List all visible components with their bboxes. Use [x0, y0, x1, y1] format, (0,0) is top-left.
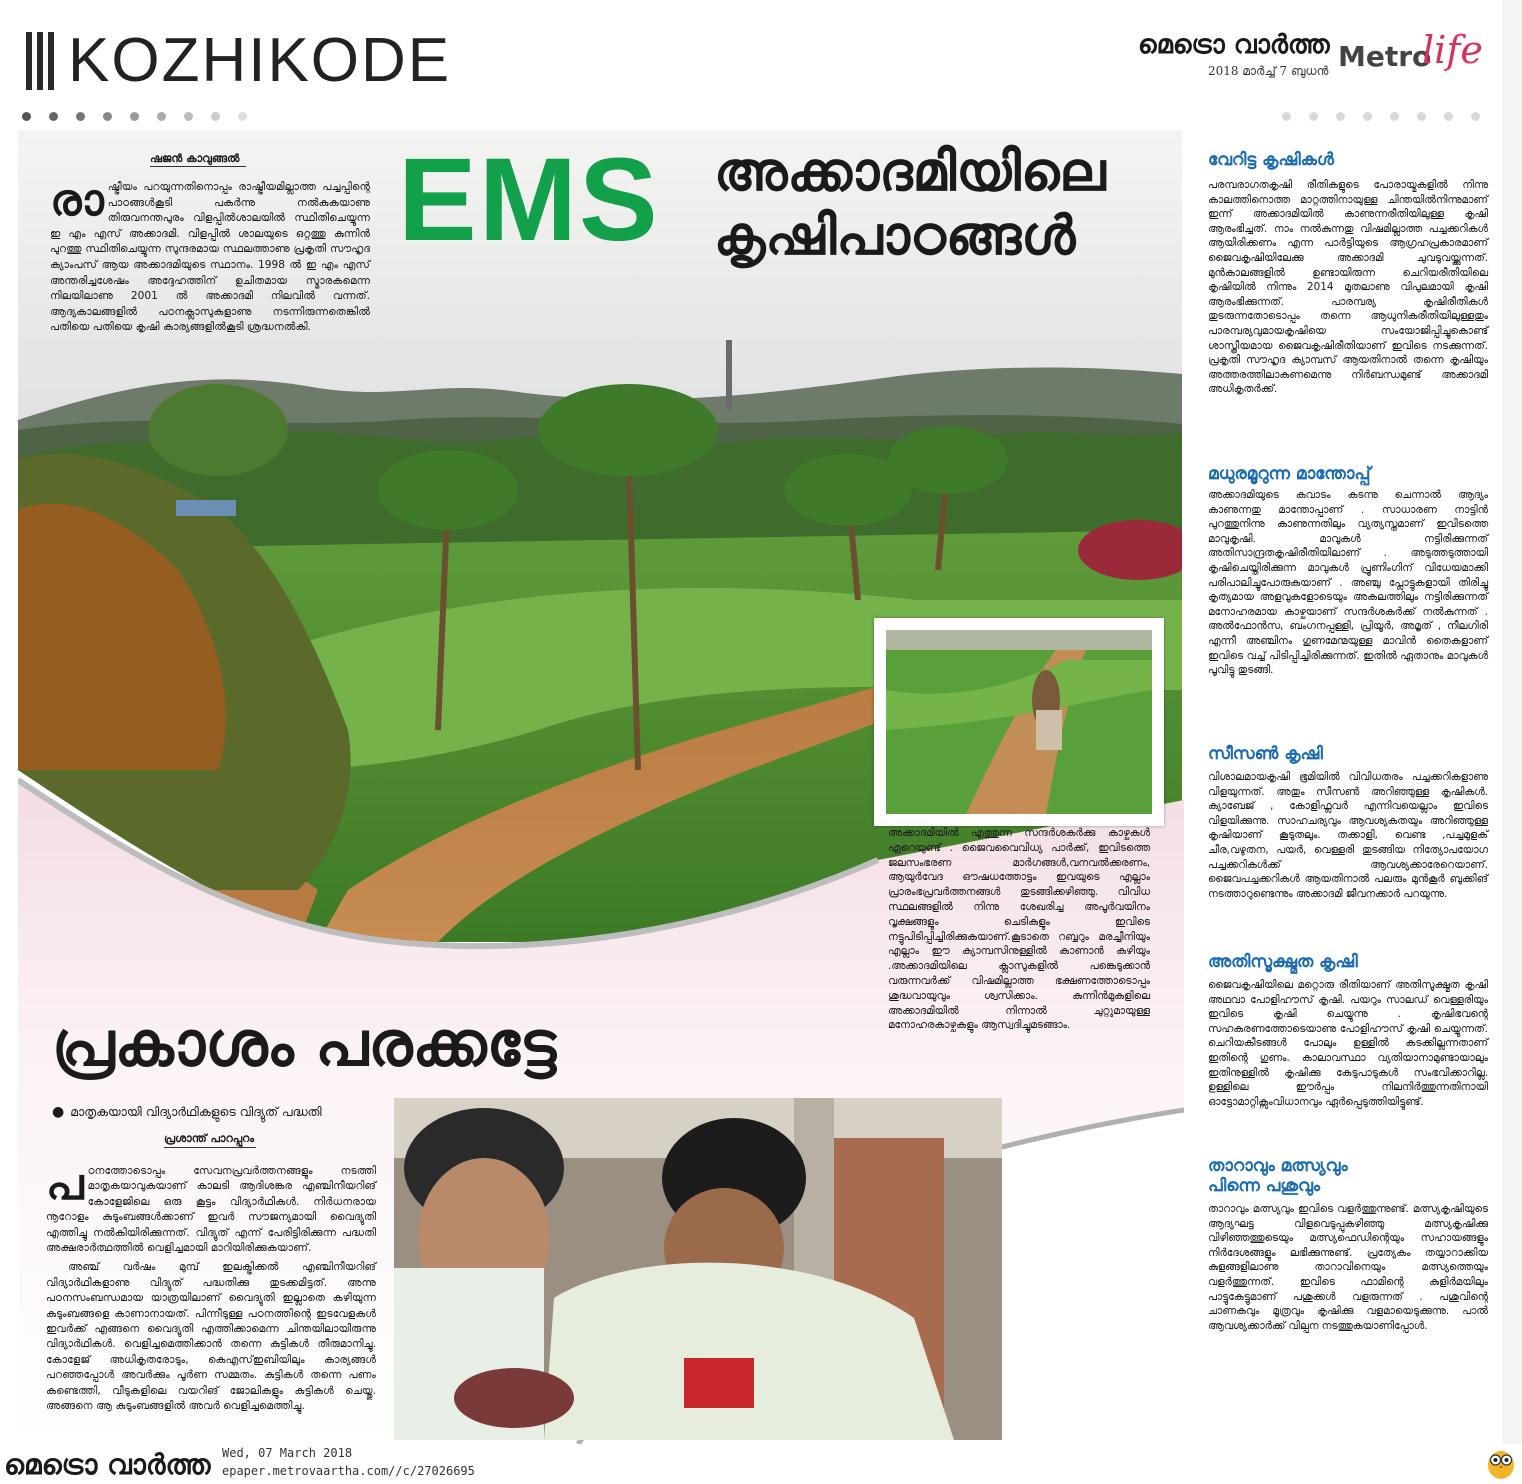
inset-text: അക്കാദമിയിൽ എത്തുന്ന സന്ദർശകർക്കു കാഴ്ചകൾ ഏറെയുണ്ട് . ജൈവവൈവിധ്യ പാർക്ക്, ഇവിടത്തെ ജലസംഭരണ മാർഗങ്ങൾ,വനവൽക്കരണം, ആയുർവേദ ഔഷധത്തോട്ടം ഇവയുടെ എല്ലാം പ്രാരംഭപ്രവർത്തനങ്ങൾ തുടങ്ങിക്കഴിഞ്ഞു. വിവിധ സ്ഥലങ്ങളിൽ നിന്നു ശേഖരിച്ച അപൂർവയിനം വൃക്ഷങ്ങളും ചെടികളും ഇവിടെ നട്ടുപിടിപ്പിച്ചിരിക്കുകയാണ്.കൂടാതെ റബ്ബറും മരച്ചീനിയും എല്ലാം ഈ ക്യാമ്പസിനുള്ളിൽ കാണാൻ കഴിയും .അക്കാദമിയിലെ ക്ലാസുകളിൽ പങ്കെടുക്കാൻ വരുന്നവർക്ക് വിഷമില്ലാത്ത ഭക്ഷണത്തോടൊപ്പം ശുദ്ധവായുവും ശ്വസിക്കാം. കുന്നിൻമുകളിലെ അക്കാദമിയിൽ നിന്നാൽ ചുറ്റുമായുള്ള മനോഹരകാഴ്ചകളും ആസ്വദിച്ചുമടങ്ങാം.: [888, 827, 1150, 1032]
brand-metro: Metro: [1338, 40, 1432, 73]
heading-season: സീസൺ കൃഷി: [1208, 744, 1323, 764]
byline-rule-2: [164, 1147, 256, 1148]
text-verittakrishikal: പരമ്പരാഗതകൃഷി രീതികളുടെ പോരായ്മകളിൽ നിന്നു കാലത്തിനൊത്ത മാറ്റത്തിനായുള്ള ചിന്തയിൽനിന്നുമാണ് ഇന്ന് അക്കാദമിയിൽ കാണുന്നരീതിയിലുള്ള കൃഷി ആരംഭിച്ചത്. നാം നൽകുന്നതു വിഷമില്ലാത്ത പച്ചക്കറികൾ ആയിരിക്കണം എന്ന പാർട്ടിയുടെ ആഗ്രഹപ്രകാരമാണ് ജൈവകൃഷിയിലേക്കു അക്കാദമി ചുവടുവയ്ക്കുന്നത്. മുൻകാലങ്ങളിൽ ഉണ്ടായിരുന്ന ചെറിയരീതിയിലെ കൃഷിയിൽ നിന്നും 2014 മുതലാണു വിപുലമായി കൃഷി ആരംഭിക്കുന്നത്. പാരമ്പര്യ കൃഷിരീതികൾ തുടരുന്നതോടൊപ്പം തന്നെ ആധുനികരീതിയിലുള്ളതും പാരമ്പര്യവുമായകൃഷിയെ സംയോജിപ്പിച്ചുകൊണ്ട് ശാസ്ത്രീയമായ ജൈവകൃഷിരീതിയാണ് ഇവിടെ നടക്കുന്നത്. പ്രകൃതി സൗഹൃദ ക്യാമ്പസ് ആയതിനാൽ തന്നെ കൃഷിയും അത്തരത്തിലാകണമെന്നു നിർബന്ധമുണ്ട് അക്കാദമി അധികൃതർക്ക്.: [1208, 179, 1488, 396]
heading-tharavu: താറാവും മത്സ്യവും പിന്നെ പശുവും: [1208, 1156, 1348, 1196]
owl-icon[interactable]: [1486, 1446, 1516, 1480]
text-tharavu: താറാവും മത്സ്യവും ഇവിടെ വളർത്തുന്നുണ്ട്. മത്സ്യകൃഷിയുടെ ആദ്യഘട്ട വിളവെടുപ്പുകഴിഞ്ഞു മത്സ്യകൃഷിക്കു വിഴിഞ്ഞത്തുടെയും മത്സ്യഫെഡിന്റെയും സഹായങ്ങളും നിർദേശങ്ങളും ലഭിക്കുന്നുണ്ട്. പ്രത്യേകം തയ്യാറാക്കിയ കുളങ്ങളിലാണു താറാവിനെയും മത്സ്യത്തെയും വളർത്തുന്നത്. ഇവിടെ ഫാമിന്റെ കുളിർമയിലും പാട്ടുകേട്ടുമാണ് പശുക്കൾ വളരുന്നത് . പശുവിന്റെ ചാണകവും മൂത്രവും കൃഷിക്കു വളമായെടുക്കുന്നു. പാൽ ആവശ്യക്കാർക്ക് വില്പന നടത്തുകയാണിപ്പോൾ.: [1208, 1203, 1488, 1332]
header-dots-right: [1282, 106, 1498, 125]
headline: അക്കാദമിയിലെ കൃഷിപാഠങ്ങൾ: [714, 140, 1106, 267]
byline-2: പ്രശാന്ത് പാറപ്പുറം: [164, 1132, 255, 1145]
headline-ems: EMS: [398, 134, 660, 266]
headline-prakasham: പ്രകാശം പരക്കട്ടേ: [52, 1007, 557, 1080]
heading-manthopp: മധുരമൂറുന്ന മാന്തോപ്പ്: [1208, 464, 1371, 484]
footer-masthead: മെട്രൊ വാർത്ത: [4, 1448, 211, 1481]
section-title: KOZHIKODE: [68, 26, 452, 95]
byline: ഷജൻ കാവുങ്ങൽ: [150, 152, 240, 165]
publication-date: 2018 മാർച്ച് 7 ബുധൻ: [1208, 64, 1329, 78]
article2-body: പഠനത്തോടൊപ്പം സേവനപ്രവർത്തനങ്ങളും നടത്തി മാതൃകയാവുകയാണ് കാലടി ആദിശങ്കര എഞ്ചിനീയറിങ് കോളേജിലെ ഒരു കൂട്ടം വിദ്യാർഥികൾ. നിർധനരായ നൂറോളം കുടുംബങ്ങൾക്കാണ് ഇവർ സൗജന്യമായി വൈദ്യുതി എത്തിച്ചു നൽകിയിരിക്കുന്നത്. വിദ്യുത് എന്ന് പേരിട്ടിരിക്കുന്ന പദ്ധതി അക്ഷരാർത്ഥത്തിൽ വെളിച്ചമായി മാറിയിരിക്കുകയാണ്. അഞ്ച് വർഷം മുമ്പ് ഇലക്ട്രിക്കൽ എഞ്ചിനീയറിങ് വിദ്യാർഥികളാണു വിദ്യുത് പദ്ധതിക്കു തുടക്കമിട്ടത്. അന്നു പഠനസംബന്ധമായ യാത്രയിലാണ് വൈദ്യുതി ഇല്ലാതെ കഴിയുന്ന കുടുംബങ്ങളെ കാണാനായത്. പിന്നീടുള്ള പഠനത്തിന്റെ ഇടവേളകൾ ഇവർക്ക് എങ്ങനെ വൈദ്യുതി എത്തിക്കാമെന്ന ചിന്തയിലായിരുന്നു വിദ്യാർഥികൾ. വെളിച്ചമെത്തിക്കാൻ തന്നെ കുട്ടികൾ തീരുമാനിച്ചു. കോളേജ് അധികൃതരോടും, കെഎസ്ഇബിയിലും കാര്യങ്ങൾ പറഞ്ഞപ്പോൾ അവർക്കും പൂർണ സമ്മതം. കുട്ടികൾ തന്നെ പണം കണ്ടെത്തി, വീടുകളിലെ വയറിങ് ജോലികളും കുട്ടികൾ ചെയ്തു. അങ്ങനെ ആ കുടുംബങ്ങളിൽ അവർ വെളിച്ചമെത്തിച്ചു.: [46, 1159, 376, 1413]
byline-rule: [150, 166, 246, 167]
text-season: വിശാലമായകൃഷി ഭൂമിയിൽ വിവിധതരം പച്ചക്കറികളാണു വിളയുന്നത്. അതും സീസൺ അറിഞ്ഞുള്ള കൃഷികൾ. ക്യാബേജ് , കോളിഫ്ലവർ എന്നിവയെല്ലാം ഇവിടെ വിളയിക്കുന്നു. സാഹചര്യവും ആവശ്യകതയും അറിഞ്ഞുള്ള കൃഷിയാണ് കൂടുതലും. തക്കാളി, വെണ്ട ,പച്ചമുളക് ചീര,വഴുതന, പയർ, വെള്ളരി തുടങ്ങിയ നിത്യോപയോഗ പച്ചക്കറികൾക്ക് ആവശ്യക്കാരേറെയാണ്. ജൈവപച്ചക്കറികൾ ആയതിനാൽ പലരും മുൻകൂർ ബുക്കിങ് നടത്താറുണ്ടെന്നും അക്കാദമി ജീവനക്കാർ പറയുന്നു.: [1208, 771, 1488, 900]
footer-url[interactable]: epaper.metrovaartha.com//c/27026695: [222, 1464, 475, 1478]
heading-athisookshma: അതിസൂക്ഷ്മത കൃഷി: [1208, 952, 1358, 972]
footer-date: Wed, 07 March 2018: [222, 1446, 353, 1460]
text-manthopp: അക്കാദമിയുടെ കവാടം കടന്നു ചെന്നാൽ ആദ്യം കാണുന്നതു മാന്തോപ്പാണ് . സാധാരണ നാട്ടിൻ പുറത്തുനിന്നു കാണുന്നതിലും വ്യത്യസ്തമാണ് ഇവിടത്തെ മാവുകൃഷി. മാവുകൾ നട്ടിരിക്കുന്നത് അതിസാന്ദ്രതകൃഷിരീതിയിലാണ് . അടുത്തടുത്തായി കൃഷിചെയ്തിരിക്കുന്ന മാവുകൾ പ്രൂണിംഗിന് വിധേയമാക്കി പരിപാലിച്ചുപോരുകയാണ് . അഞ്ചു പ്ലോട്ടുകളായി തിരിച്ചു കൃത്യമായ അളവുകളോടെയും അകലത്തിലും നട്ടിരിക്കുന്നത് മനോഹരമായ കാഴ്ചയാണ് സന്ദർശകർക്ക് നൽകുന്നത് . അൽഫോൻസ, ബംഗനപ്പള്ളി, പ്രിയൂർ, അമൃത് , നീലഗിരി എന്നീ അഞ്ചിനം ഗുണമേന്മയുള്ള മാവിൻ തൈകളാണ് ഇവിടെ വച്ച് പിടിപ്പിച്ചിരിക്കുന്നത്. ഇതിൽ ഏതാനും മാവുകൾ പൂവിട്ടു തുടങ്ങി.: [1208, 489, 1488, 677]
page-edge: [1502, 0, 1522, 1444]
students-photo: [394, 1098, 1002, 1440]
text-athisookshma: ജൈവകൃഷിയിലെ മറ്റൊരു രീതിയാണ് അതിസൂക്ഷ്മത കൃഷി അഥവാ പോളിഹൗസ് കൃഷി. പയറും സാലഡ് വെള്ളരിയും ഇവിടെ കൃഷി ചെയ്യുന്നു . കൃഷിഭവന്റെ സഹകരണത്തോടെയാണു പോളിഹൗസ് കൃഷി ചെയ്യുന്നത്. ചെറിയകീടങ്ങൾ പോലും ഉള്ളിൽ കടക്കില്ലന്നതാണ് ഇതിന്റെ ഗുണം. കാലാവസ്ഥാ വ്യതിയാനാമുണ്ടായാലും ഇതിനുള്ളിൽ കൃഷിക്കു കേടുപാടുകൾ സംഭവിക്കാറില്ല. ഉള്ളിലെ ഈർപ്പം നിലനിർത്തുന്നതിനായി ഓട്ടോമാറ്റിക്സംവിധാനവും ഏർപ്പെടുത്തിയിട്ടുണ്ട്.: [1208, 979, 1488, 1108]
inset-photo: [874, 618, 1164, 826]
section-bars-icon: [26, 32, 56, 90]
intro-text: രാഷ്ട്രീയം പറയുന്നതിനൊപ്പം രാഷ്ട്രീയമില്ലാത്ത പച്ചപ്പിന്റെ പാഠങ്ങൾകൂടി പകർന്നു നൽകുകയാണു തിരുവനന്തപുരം വിളപ്പിൽശാലയിൽ സ്ഥിതിചെയ്യുന്ന ഇ എം എസ് അക്കാദമി. വിളപ്പിൽ ശാലയുടെ ഒറ്റത്തു കുന്നിൻ പുറത്തു സ്ഥിതിചെയ്യുന്ന സുന്ദരമായ സ്ഥലത്താണു പ്രകൃതി സൗഹൃദ ക്യാംപസ് ആയ അക്കാദമിയുടെ സ്ഥാനം. 1998 ൽ ഇ എം എസ് അന്തരിച്ചശേഷം അദ്ദേഹത്തിന് ഉചിതമായ സ്മാരകമെന്ന നിലയിലാണു 2001 ൽ അക്കാദമി നിലവിൽ വന്നത്. ആദ്യകാലങ്ങളിൽ പഠനക്ലാസുകളാണു നടന്നിരുന്നതെങ്കിൽ പതിയെ പതിയെ കൃഷി കാര്യങ്ങളിൽകൂടി ശ്രദ്ധനൽകി.: [50, 175, 370, 334]
dropcap-2: പ: [46, 1159, 84, 1210]
subhead: ● മാതൃകയായി വിദ്യാർഥികളുടെ വിദ്യുത് പദ്ധതി: [52, 1104, 322, 1120]
brand-life: life: [1422, 28, 1483, 72]
heading-verittakrishikal: വേറിട്ട കൃഷികൾ: [1208, 150, 1334, 170]
header-dots: [22, 106, 265, 120]
dropcap: രാ: [50, 175, 104, 226]
masthead: മെട്രൊ വാർത്ത: [1138, 30, 1330, 60]
